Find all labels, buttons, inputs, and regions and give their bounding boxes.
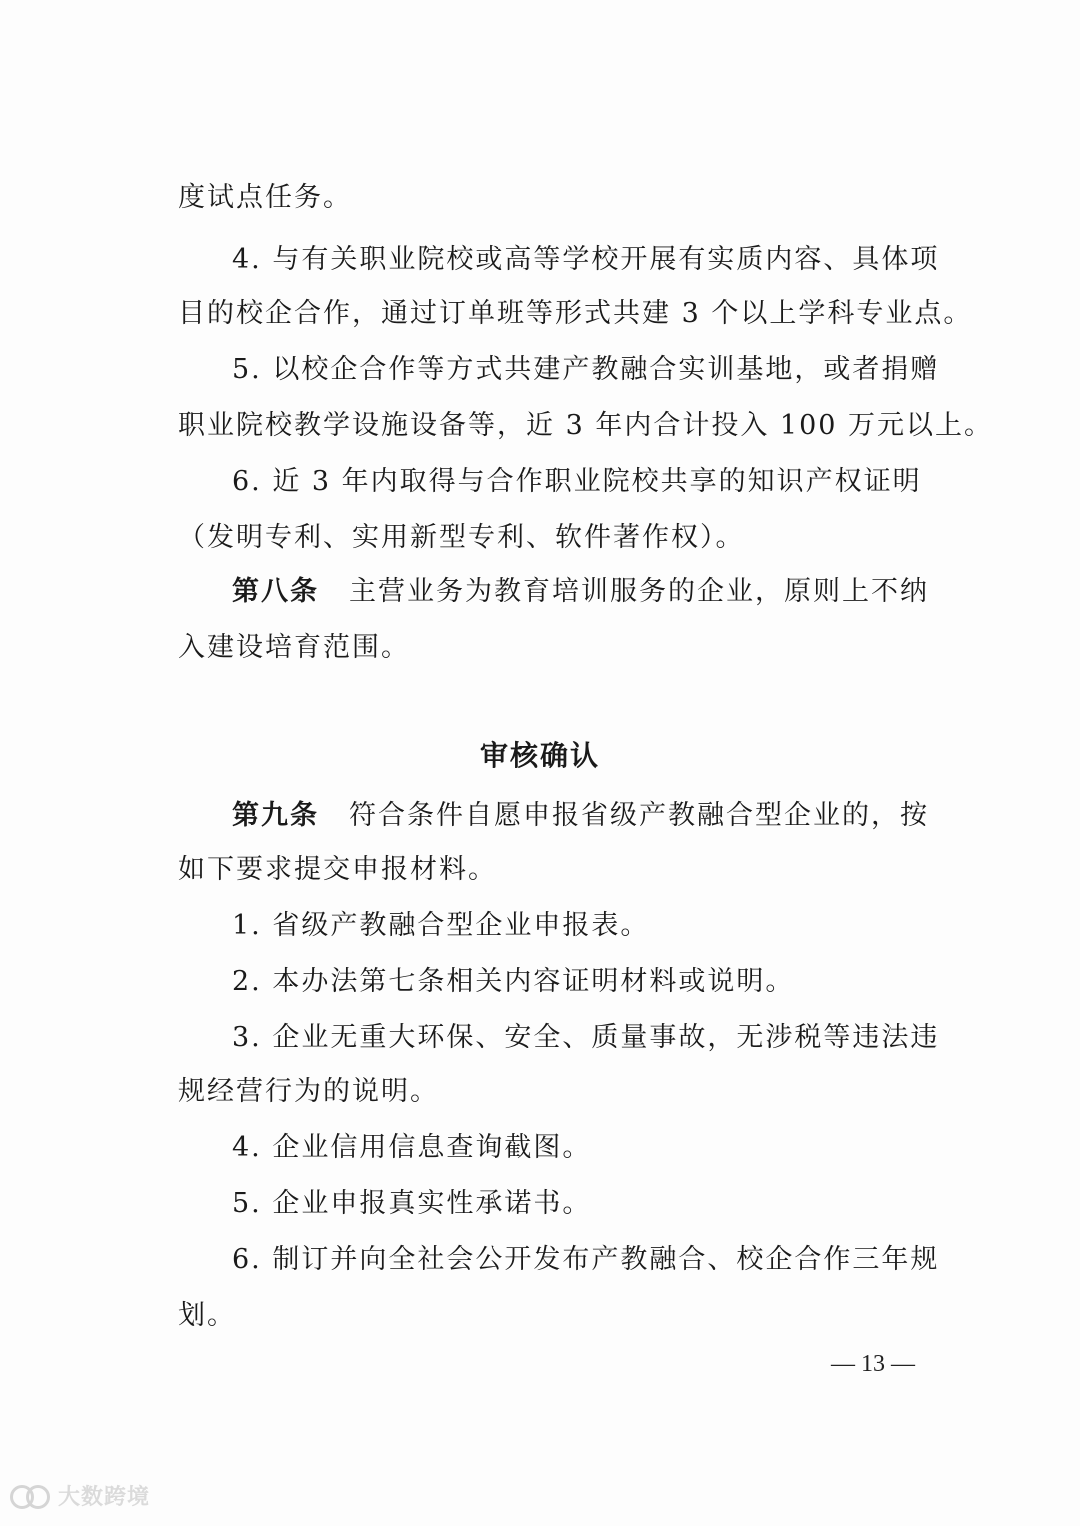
article-text: 主营业务为教育培训服务的企业，原则上不纳 bbox=[349, 576, 929, 607]
section-heading: 审核确认 bbox=[479, 739, 600, 772]
article-9-line bbox=[232, 796, 929, 836]
watermark bbox=[10, 1480, 150, 1511]
list-item: 2. 本办法第七条相关内容证明材料或说明。 bbox=[232, 966, 795, 997]
article-text: 符合条件自愿申报省级产教融合型企业的，按 bbox=[349, 800, 929, 831]
list-item: 4. 企业信用信息查询截图。 bbox=[232, 1132, 592, 1163]
text-line: 度试点任务。 bbox=[178, 182, 352, 213]
text-line: 规经营行为的说明。 bbox=[178, 1076, 439, 1107]
text-line: 如下要求提交申报材料。 bbox=[178, 854, 497, 885]
text-line: 职业院校教学设施设备等，近 3 年内合计投入 100 万元以上。 bbox=[178, 410, 994, 441]
watermark-logo-icon bbox=[10, 1481, 54, 1511]
text-line: 6. 近 3 年内取得与合作职业院校共享的知识产权证明 bbox=[232, 466, 922, 497]
text-line: 5. 以校企合作等方式共建产教融合实训基地，或者捐赠 bbox=[232, 354, 940, 385]
text-line: 4. 与有关职业院校或高等学校开展有实质内容、具体项 bbox=[232, 244, 940, 275]
text-line: 入建设培育范围。 bbox=[178, 632, 410, 663]
list-item: 1. 省级产教融合型企业申报表。 bbox=[232, 910, 650, 941]
article-label: 第八条 bbox=[232, 576, 319, 607]
text-line: 划。 bbox=[178, 1300, 236, 1331]
article-8-line bbox=[232, 572, 929, 612]
watermark-text: 大数跨境 bbox=[58, 1485, 151, 1510]
text-line: （发明专利、实用新型专利、软件著作权）。 bbox=[178, 522, 745, 553]
list-item: 5. 企业申报真实性承诺书。 bbox=[232, 1188, 592, 1219]
list-item: 3. 企业无重大环保、安全、质量事故，无涉税等违法违 bbox=[232, 1022, 940, 1053]
article-label: 第九条 bbox=[232, 800, 319, 831]
page-number: — 13 — bbox=[831, 1351, 915, 1377]
list-item: 6. 制订并向全社会公开发布产教融合、校企合作三年规 bbox=[232, 1244, 940, 1275]
text-line: 目的校企合作，通过订单班等形式共建 3 个以上学科专业点。 bbox=[178, 298, 973, 329]
